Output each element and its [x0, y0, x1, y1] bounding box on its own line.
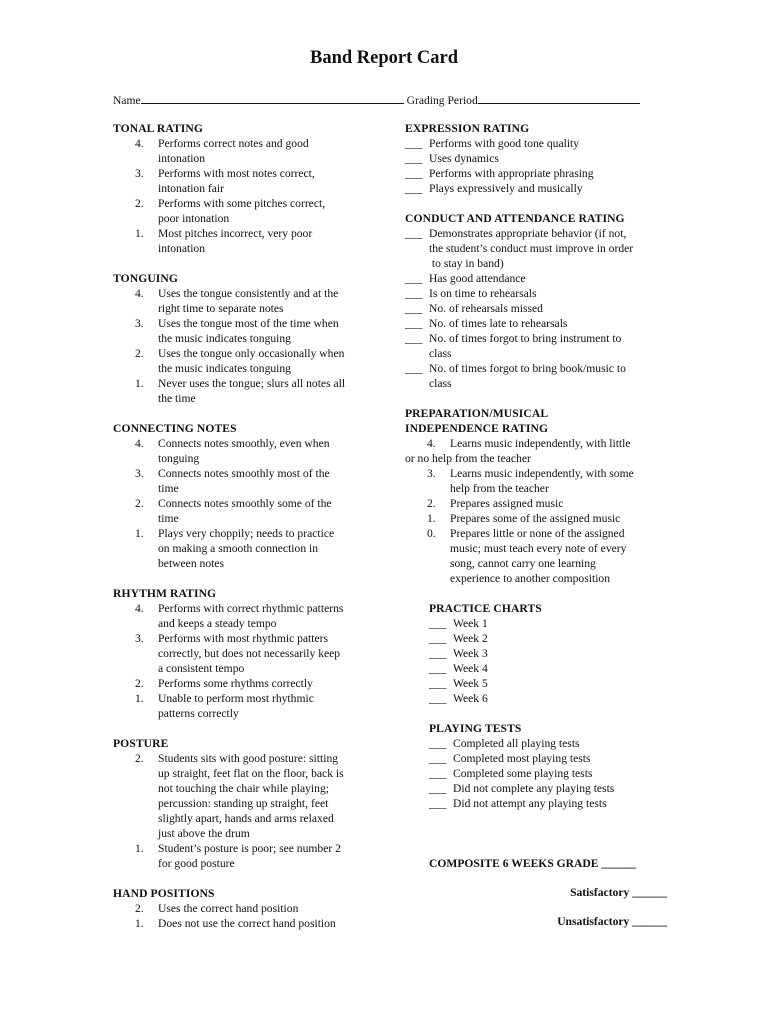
item-text-line: experience to another composition [450, 572, 611, 585]
item-text-line: Performs with correct rhythmic patterns [158, 602, 344, 615]
checklist-item [429, 616, 667, 631]
section-heading: PLAYING TESTS [429, 722, 522, 735]
item-text-line: the music indicates tonguing [158, 362, 291, 375]
rating-item [113, 916, 375, 931]
item-text-line: Performs correct notes and good [158, 137, 309, 150]
section-heading: TONGUING [113, 272, 179, 285]
rating-item [405, 436, 667, 451]
blank-line[interactable]: ___ [429, 662, 447, 675]
section-practice-charts [405, 601, 667, 706]
item-text-line: percussion: standing up straight, feet [158, 797, 329, 810]
rating-number: 4. [135, 437, 144, 450]
item-text-line: Week 4 [453, 662, 488, 675]
grading-period-label: Grading Period [406, 94, 478, 107]
item-text-line: Has good attendance [429, 272, 526, 285]
section-heading: PRACTICE CHARTS [429, 602, 542, 615]
checklist-item [405, 316, 667, 331]
rating-number: 2. [135, 902, 144, 915]
item-text-line: Did not complete any playing tests [453, 782, 615, 795]
item-text-line: Demonstrates appropriate behavior (if not, [429, 227, 627, 240]
satisfactory-grade: Satisfactory ______ [570, 886, 667, 899]
rating-item [113, 691, 375, 721]
item-text-line: tonguing [158, 452, 200, 465]
item-text-line: No. of times forgot to bring book/music to [429, 362, 626, 375]
item-text-line: Unable to perform most rhythmic [158, 692, 314, 705]
section-connecting-notes [113, 421, 375, 571]
blank-line[interactable]: ___ [405, 317, 423, 330]
item-text-line: Connects notes smoothly some of the [158, 497, 332, 510]
rating-number: 4. [135, 287, 144, 300]
checklist-item [405, 271, 667, 286]
item-text-line: Performs with most rhythmic patters [158, 632, 329, 645]
section-tonguing [113, 271, 375, 406]
rating-number: 4. [427, 437, 436, 450]
checklist-item [429, 751, 667, 766]
rating-number: 3. [135, 167, 144, 180]
item-text-line: Plays expressively and musically [429, 182, 583, 195]
item-text-line: No. of rehearsals missed [429, 302, 543, 315]
item-text-line: intonation fair [158, 182, 225, 195]
item-text-line: help from the teacher [450, 482, 549, 495]
rating-item [113, 676, 375, 691]
right-column [405, 121, 667, 929]
checklist-item [405, 361, 667, 391]
checklist-item [429, 736, 667, 751]
section-heading: INDEPENDENCE RATING [405, 422, 549, 435]
item-text-line: Prepares little or none of the assigned [450, 527, 625, 540]
checklist-item [405, 226, 667, 271]
blank-line[interactable]: ___ [429, 797, 447, 810]
item-text-line: music; must teach every note of every [450, 542, 627, 555]
item-text-line: time [158, 512, 179, 525]
item-text-line: Performs with most notes correct, [158, 167, 315, 180]
blank-line[interactable]: ___ [405, 272, 423, 285]
item-text-line: and keeps a steady tempo [158, 617, 277, 630]
item-text-line: Did not attempt any playing tests [453, 797, 607, 810]
checklist-item [405, 136, 667, 151]
checklist-item [405, 286, 667, 301]
blank-line[interactable]: ___ [405, 182, 423, 195]
rating-number: 1. [135, 227, 144, 240]
rating-number: 1. [135, 527, 144, 540]
section-heading: POSTURE [113, 737, 169, 750]
section-heading: TONAL RATING [113, 122, 203, 135]
rating-number: 3. [135, 317, 144, 330]
section-playing-tests [405, 721, 667, 811]
rating-number: 1. [135, 917, 144, 930]
item-text-line: Learns music independently, with some [450, 467, 634, 480]
blank-line[interactable]: ___ [405, 302, 423, 315]
rating-number: 1. [135, 377, 144, 390]
checklist-item [429, 631, 667, 646]
blank-line[interactable]: ___ [405, 332, 423, 345]
rating-item [113, 316, 375, 346]
item-text-line: Uses the tongue most of the time when [158, 317, 339, 330]
item-text-line: just above the drum [158, 827, 250, 840]
item-text-line: the student’s conduct must improve in order [429, 242, 634, 255]
item-text-line: No. of times late to rehearsals [429, 317, 568, 330]
rating-item [113, 901, 375, 916]
rating-number: 1. [135, 842, 144, 855]
section-posture [113, 736, 375, 871]
checklist-item [405, 181, 667, 196]
checklist-item [429, 766, 667, 781]
rating-number: 4. [135, 137, 144, 150]
item-text-line: slightly apart, hands and arms relaxed [158, 812, 334, 825]
item-text-line: Performs with appropriate phrasing [429, 167, 594, 180]
section-preparation [405, 406, 667, 586]
rating-item [113, 136, 375, 166]
rating-item [113, 631, 375, 676]
composite-grade: COMPOSITE 6 WEEKS GRADE ______ [429, 857, 637, 870]
blank-line[interactable]: ___ [429, 677, 447, 690]
blank-line[interactable]: ___ [405, 362, 423, 375]
checklist-item [405, 301, 667, 316]
item-text-line: class [429, 377, 452, 390]
blank-line[interactable]: ___ [429, 737, 447, 750]
item-text-line: poor intonation [158, 212, 230, 225]
rating-number: 2. [135, 197, 144, 210]
rating-item [113, 376, 375, 406]
item-text-line: a consistent tempo [158, 662, 245, 675]
name-field-line[interactable] [141, 92, 404, 104]
rating-number: 1. [135, 692, 144, 705]
section-heading: PREPARATION/MUSICAL [405, 407, 549, 420]
blank-line[interactable]: ___ [429, 647, 447, 660]
item-text-line: Most pitches incorrect, very poor [158, 227, 313, 240]
item-text-line: Week 3 [453, 647, 488, 660]
rating-item [405, 511, 667, 526]
item-text-line: song, cannot carry one learning [450, 557, 596, 570]
item-text-line: Week 1 [453, 617, 488, 630]
section-heading: RHYTHM RATING [113, 587, 217, 600]
section-rhythm-rating [113, 586, 375, 721]
item-text-line: class [429, 347, 452, 360]
name-label: Name [113, 94, 141, 107]
item-text-line: time [158, 482, 179, 495]
item-text-line: correctly, but does not necessarily keep [158, 647, 341, 660]
checklist-item [429, 691, 667, 706]
checklist-item [405, 166, 667, 181]
rating-item [113, 436, 375, 466]
rating-item [405, 526, 667, 586]
item-text-line: Learns music independently, with little [450, 437, 631, 450]
item-text-line: Connects notes smoothly, even when [158, 437, 330, 450]
blank-line[interactable]: ___ [429, 632, 447, 645]
item-text-line: Week 5 [453, 677, 488, 690]
blank-line[interactable]: ___ [429, 692, 447, 705]
section-heading: CONNECTING NOTES [113, 422, 237, 435]
blank-line[interactable]: ___ [405, 167, 423, 180]
blank-line[interactable]: ___ [405, 227, 423, 240]
item-text-line: Completed all playing tests [453, 737, 580, 750]
section-conduct-attendance [405, 211, 667, 391]
item-text-line: Is on time to rehearsals [429, 287, 537, 300]
item-text-line: Uses the tongue consistently and at the [158, 287, 339, 300]
item-text-line: Never uses the tongue; slurs all notes all [158, 377, 346, 390]
item-text-line: the time [158, 392, 196, 405]
rating-number: 1. [427, 512, 436, 525]
blank-line[interactable]: ___ [429, 617, 447, 630]
rating-item [113, 196, 375, 226]
rating-number: 2. [427, 497, 436, 510]
item-text-line: Prepares some of the assigned music [450, 512, 621, 525]
rating-number: 2. [135, 752, 144, 765]
section-tonal-rating [113, 121, 375, 256]
item-text-line: Performs with some pitches correct, [158, 197, 326, 210]
section-hand-positions [113, 886, 375, 931]
page-title: Band Report Card [309, 48, 458, 68]
rating-item [405, 496, 667, 511]
rating-item [113, 751, 375, 841]
item-text-line: Performs some rhythms correctly [158, 677, 313, 690]
blank-line[interactable]: ___ [405, 287, 423, 300]
section-heading: HAND POSITIONS [113, 887, 215, 900]
blank-line[interactable]: ___ [405, 137, 423, 150]
item-text-line: Performs with good tone quality [429, 137, 580, 150]
item-text-line: Uses dynamics [429, 152, 499, 165]
item-text-line: patterns correctly [158, 707, 239, 720]
checklist-item [429, 676, 667, 691]
item-text-line: for good posture [158, 857, 235, 870]
item-text-line: Students sits with good posture: sitting [158, 752, 339, 765]
item-text-line: Week 2 [453, 632, 488, 645]
blank-line[interactable]: ___ [405, 152, 423, 165]
checklist-item [429, 646, 667, 661]
item-text-line: Uses the tongue only occasionally when [158, 347, 345, 360]
rating-number: 3. [135, 467, 144, 480]
item-text-line: between notes [158, 557, 224, 570]
rating-number: 3. [135, 632, 144, 645]
item-text-line: Does not use the correct hand position [158, 917, 336, 930]
rating-number: 0. [427, 527, 436, 540]
item-text-line: Student’s posture is poor; see number 2 [158, 842, 341, 855]
rating-number: 3. [427, 467, 436, 480]
checklist-item [429, 796, 667, 811]
item-text-line: intonation [158, 152, 206, 165]
item-text-line: on making a smooth connection in [158, 542, 319, 555]
rating-item [405, 466, 667, 496]
item-text-line: No. of times forgot to bring instrument to [429, 332, 622, 345]
rating-item [113, 526, 375, 571]
item-text-line: intonation [158, 242, 206, 255]
rating-number: 2. [135, 347, 144, 360]
item-text-line: Week 6 [453, 692, 488, 705]
item-text-line: to stay in band) [429, 257, 504, 270]
item-text-line: up straight, feet flat on the floor, back is [158, 767, 344, 780]
blank-line[interactable]: ___ [429, 752, 447, 765]
checklist-item [405, 331, 667, 361]
section-heading: EXPRESSION RATING [405, 122, 530, 135]
item-text-line: Prepares assigned music [450, 497, 564, 510]
item-text-line: not touching the chair while playing; [158, 782, 329, 795]
checklist-item [405, 151, 667, 166]
rating-item [113, 286, 375, 316]
item-text-line: Uses the correct hand position [158, 902, 299, 915]
rating-item [113, 166, 375, 196]
rating-item [113, 226, 375, 256]
section-heading: CONDUCT AND ATTENDANCE RATING [405, 212, 625, 225]
checklist-item [429, 781, 667, 796]
section-expression-rating [405, 121, 667, 196]
item-text-line: right time to separate notes [158, 302, 284, 315]
checklist-item [429, 661, 667, 676]
item-text-line: the music indicates tonguing [158, 332, 291, 345]
grading-period-field-line[interactable] [478, 92, 640, 104]
rating-number: 4. [135, 602, 144, 615]
item-text-line: Completed some playing tests [453, 767, 593, 780]
name-grading-line [113, 92, 673, 108]
left-column [113, 121, 375, 931]
rating-number: 2. [135, 497, 144, 510]
rating-item [113, 466, 375, 496]
blank-line[interactable]: ___ [429, 767, 447, 780]
rating-item [113, 346, 375, 376]
item-text-line: Completed most playing tests [453, 752, 591, 765]
blank-line[interactable]: ___ [429, 782, 447, 795]
unsatisfactory-grade: Unsatisfactory ______ [557, 915, 667, 928]
rating-item [113, 841, 375, 871]
item-text-line: or no help from the teacher [405, 452, 531, 465]
rating-item [113, 496, 375, 526]
rating-item [113, 601, 375, 631]
item-text-line: Connects notes smoothly most of the [158, 467, 330, 480]
rating-number: 2. [135, 677, 144, 690]
item-text-line: Plays very choppily; needs to practice [158, 527, 335, 540]
